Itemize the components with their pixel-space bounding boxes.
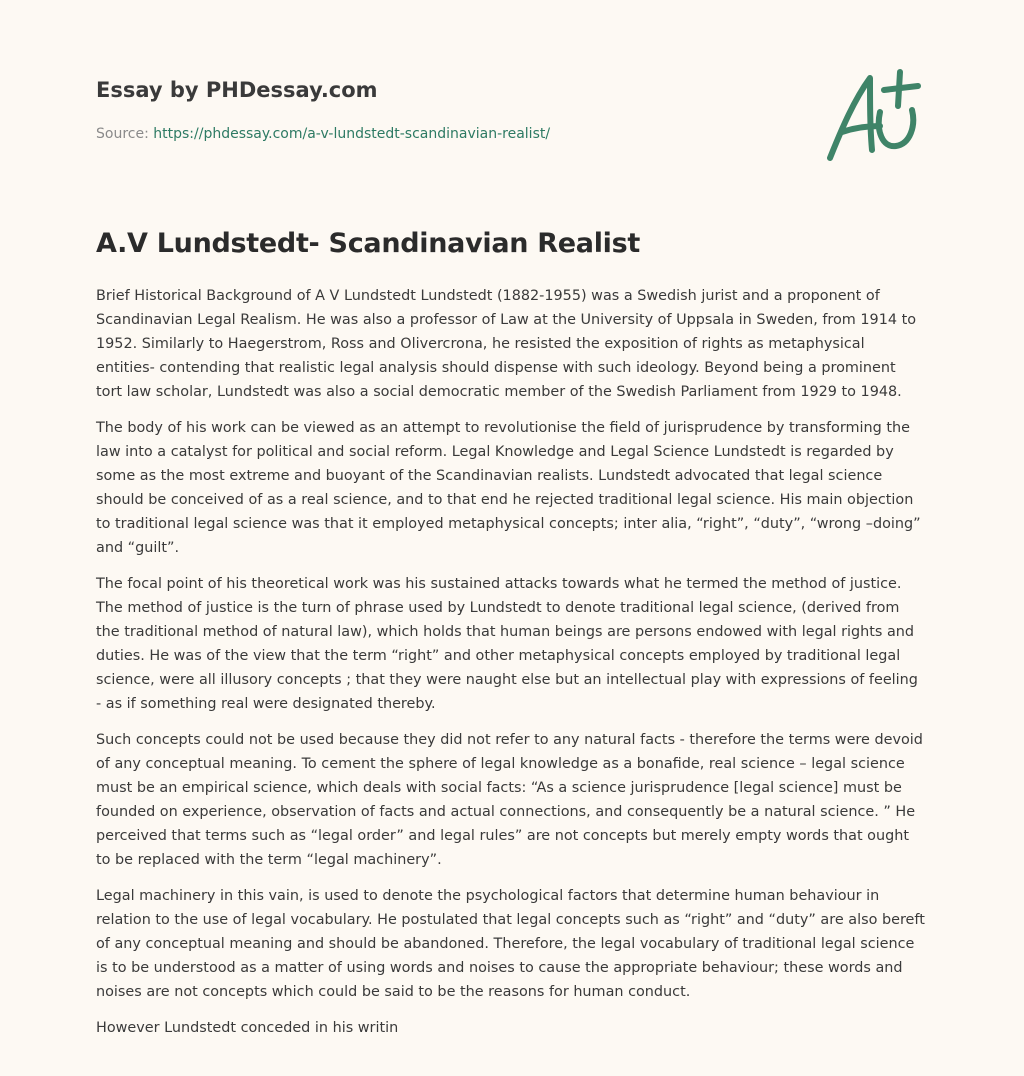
essay-paragraph: Legal machinery in this vain, is used to denote the psychological factors that determine human behaviour in relation to the use of legal vocabulary. He postulated that legal concepts such as “right” and “duty” are also bereft of any conceptual meaning and should be abandoned. Therefore, the legal vocabulary of traditional legal science is to be understood as a matter of using words and noises to cause the appropriate behaviour; these words and noises are not concepts which could be said to be the reasons for human conduct. bbox=[96, 888, 925, 1000]
essay-body bbox=[96, 284, 926, 1052]
source-link[interactable]: https://phdessay.com/a-v-lundstedt-scandinavian-realist/ bbox=[153, 126, 551, 142]
essay-title: A.V Lundstedt- Scandinavian Realist bbox=[96, 228, 640, 259]
source-label: Source: bbox=[96, 126, 154, 142]
site-brand: Essay by PHDessay.com bbox=[96, 78, 378, 102]
essay-paragraph: However Lundstedt conceded in his writin bbox=[96, 1020, 399, 1036]
header bbox=[96, 76, 796, 143]
essay-paragraph: Such concepts could not be used because they did not refer to any natural facts - therefore the terms were devoid of any conceptual meaning. To cement the sphere of legal knowledge as a bonafide, real science – legal science must be an empirical science, which deals with social facts: “As a science jurisprudence [legal science] must be founded on experience, observation of facts and actual connections, and consequently be a natural science. ” He perceived that terms such as “legal order” and legal rules” are not concepts but merely empty words that ought to be replaced with the term “legal machinery”. bbox=[96, 732, 923, 868]
essay-paragraph: Brief Historical Background of A V Lundstedt Lundstedt (1882-1955) was a Swedish jurist and a proponent of Scandinavian Legal Realism. He was also a professor of Law at the University of Uppsala in Sweden, from 1914 to 1952. Similarly to Haegerstrom, Ross and Olivercrona, he resisted the exposition of rights as metaphysical entities- contending that realistic legal analysis should dispense with such ideology. Beyond being a prominent tort law scholar, Lundstedt was also a social democratic member of the Swedish Parliament from 1929 to 1948. bbox=[96, 288, 917, 400]
source-line bbox=[96, 125, 796, 143]
a-plus-logo-icon bbox=[820, 66, 930, 166]
essay-paragraph: The body of his work can be viewed as an attempt to revolutionise the field of jurisprudence by transforming the law into a catalyst for political and social reform. Legal Knowledge and Legal Science Lundstedt is regarded by some as the most extreme and buoyant of the Scandinavian realists. Lundstedt advocated that legal science should be conceived of as a real science, and to that end he rejected traditional legal science. His main objection to traditional legal science was that it employed metaphysical concepts; inter alia, “right”, “duty”, “wrong –doing” and “guilt”. bbox=[96, 420, 921, 556]
essay-paragraph: The focal point of his theoretical work was his sustained attacks towards what he termed the method of justice. The method of justice is the turn of phrase used by Lundstedt to denote traditional legal science, (derived from the traditional method of natural law), which holds that human beings are persons endowed with legal rights and duties. He was of the view that the term “right” and other metaphysical concepts employed by traditional legal science, were all illusory concepts ; that they were naught else but an intellectual play with expressions of feeling - as if something real were designated thereby. bbox=[96, 576, 918, 712]
a-plus-logo-svg bbox=[820, 66, 930, 166]
